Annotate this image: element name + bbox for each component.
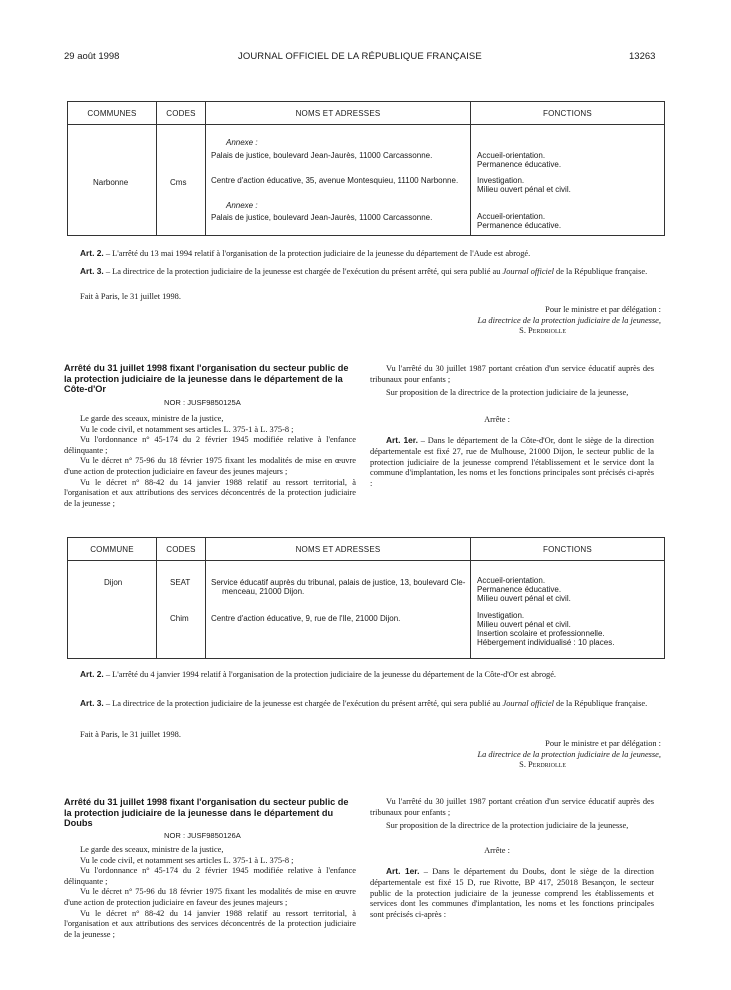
- aude-address-1: Palais de justice, boulevard Jean-Jaurès, 11000 Carcassonne.: [211, 151, 433, 160]
- aude-signature-block: Pour le ministre et par délégation : La directrice de la protection judiciaire de la jeunesse, S. Perdriolle: [477, 305, 661, 336]
- aude-address-3: Palais de justice, boulevard Jean-Jaurès, 11000 Carcassonne.: [211, 213, 433, 222]
- header-page-number: 13263: [629, 51, 656, 62]
- cote-dor-function: Insertion scolaire et professionnelle.: [477, 629, 605, 638]
- aude-commune: Narbonne: [93, 178, 129, 187]
- col-header-fonctions: FONCTIONS: [471, 538, 665, 561]
- aude-code: Cms: [170, 178, 187, 187]
- cote-dor-address: Service éducatif auprès du tribunal, palais de justice, 13, boulevard Cle-: [211, 578, 466, 587]
- aude-annexe-label: Annexe :: [226, 201, 258, 210]
- header-journal-title: JOURNAL OFFICIEL DE LA RÉPUBLIQUE FRANÇAISE: [238, 51, 482, 62]
- aude-annexe-label: Annexe :: [226, 138, 258, 147]
- cote-dor-address: menceau, 21000 Dijon.: [222, 587, 305, 596]
- visa-paragraph: Vu le code civil, et notamment ses articles L. 375-1 à L. 375-8 ;: [80, 855, 294, 865]
- cote-dor-commune: Dijon: [104, 578, 123, 587]
- col-header-noms: NOMS ET ADRESSES: [206, 538, 471, 561]
- cote-dor-decree-title: Arrêté du 31 juillet 1998 fixant l'organisation du secteur public de la protection judiciaire de la jeunesse dans le département de la Côte-d'Or: [64, 363, 349, 395]
- visa-paragraph: Vu le décret n° 88-42 du 14 janvier 1988 relatif au ressort territorial, à l'organisation et aux attributions des services déconcentrés de la protection judiciaire de la jeunesse ;: [64, 477, 356, 508]
- aude-function: Investigation.: [477, 176, 525, 185]
- cote-dor-function: Hébergement individualisé : 10 places.: [477, 638, 615, 647]
- cote-dor-article-3: Art. 3. – La directrice de la protection judiciaire de la jeunesse est chargée de l'exécution du présent arrêté, qui sera publié au Journal officiel de la République française.: [80, 698, 648, 708]
- visa-paragraph: Vu le code civil, et notamment ses articles L. 375-1 à L. 375-8 ;: [80, 424, 294, 434]
- visa-paragraph: Le garde des sceaux, ministre de la justice,: [80, 845, 224, 854]
- aude-function: Permanence éducative.: [477, 221, 562, 230]
- doubs-right-column: Vu l'arrêté du 30 juillet 1987 portant création d'un service éducatif auprès des tribunaux pour enfants ; Sur proposition de la directrice de la protection judiciaire de la jeunesse, Arrête : Art. 1er. – Dans le département du Doubs, dont le siège de la direction départementale est fixé 15 D, rue Rivotte, BP 417, 25018 Besançon, le secteur public de la protection judiciaire de la jeunesse comprend les établissements et services dont les communes d'implantation, les noms et les fonctions principales sont précisés ci-après :: [370, 797, 654, 919]
- cote-dor-nor: NOR : JUSF9850125A: [164, 398, 241, 407]
- aude-function: Permanence éducative.: [477, 160, 562, 169]
- doubs-decree-title: Arrêté du 31 juillet 1998 fixant l'organisation du secteur public de la protection judiciaire de la jeunesse dans le département du Doubs: [64, 797, 349, 829]
- cote-dor-fait-a-paris: Fait à Paris, le 31 juillet 1998.: [80, 730, 181, 739]
- cote-dor-article-2: Art. 2. – L'arrêté du 4 janvier 1994 relatif à l'organisation de la protection judiciaire de la jeunesse du département de la Côte-d'Or est abrogé.: [80, 669, 557, 679]
- cote-dor-address: Centre d'action éducative, 9, rue de l'Ile, 21000 Dijon.: [211, 614, 401, 623]
- aude-fait-a-paris: Fait à Paris, le 31 juillet 1998.: [80, 292, 181, 301]
- aude-address-2: Centre d'action éducative, 35, avenue Montesquieu, 11100 Narbonne.: [211, 176, 459, 185]
- cote-dor-code: SEAT: [170, 578, 191, 587]
- visa-paragraph: Le garde des sceaux, ministre de la justice,: [80, 414, 224, 423]
- doubs-nor: NOR : JUSF9850126A: [164, 831, 241, 840]
- cote-dor-function: Accueil-orientation.: [477, 576, 546, 585]
- cote-dor-function: Milieu ouvert pénal et civil.: [477, 620, 571, 629]
- visa-paragraph: Vu l'ordonnance n° 45-174 du 2 février 1945 modifiée relative à l'enfance délinquante ;: [64, 866, 356, 886]
- aude-function: Accueil-orientation.: [477, 151, 546, 160]
- cote-dor-code: Chim: [170, 614, 189, 623]
- cote-dor-signature-block: Pour le ministre et par délégation : La directrice de la protection judiciaire de la jeunesse, S. Perdriolle: [477, 739, 661, 770]
- col-header-communes: COMMUNES: [68, 102, 157, 125]
- aude-function: Milieu ouvert pénal et civil.: [477, 185, 571, 194]
- col-header-noms: NOMS ET ADRESSES: [206, 102, 471, 125]
- visa-paragraph: Vu le décret n° 75-96 du 18 février 1975 fixant les modalités de mise en œuvre d'une action de protection judiciaire en faveur des jeunes majeurs ;: [64, 456, 356, 476]
- aude-function: Accueil-orientation.: [477, 212, 546, 221]
- col-header-commune: COMMUNE: [68, 538, 157, 561]
- aude-article-2: Art. 2. – L'arrêté du 13 mai 1994 relatif à l'organisation de la protection judiciaire de la jeunesse du département de l'Aude est abrogé.: [80, 248, 531, 258]
- doubs-visas: [64, 845, 356, 940]
- cote-dor-function: Milieu ouvert pénal et civil.: [477, 594, 571, 603]
- col-header-codes: CODES: [157, 538, 206, 561]
- cote-dor-function: Permanence éducative.: [477, 585, 562, 594]
- col-header-fonctions: FONCTIONS: [471, 102, 665, 125]
- header-date: 29 août 1998: [64, 51, 120, 62]
- visa-paragraph: Vu l'ordonnance n° 45-174 du 2 février 1945 modifiée relative à l'enfance délinquante ;: [64, 435, 356, 455]
- visa-paragraph: Vu le décret n° 75-96 du 18 février 1975 fixant les modalités de mise en œuvre d'une action de protection judiciaire en faveur des jeunes majeurs ;: [64, 887, 356, 907]
- col-header-codes: CODES: [157, 102, 206, 125]
- aude-article-3: Art. 3. – La directrice de la protection judiciaire de la jeunesse est chargée de l'exécution du présent arrêté, qui sera publié au Journal officiel de la République française.: [80, 266, 648, 276]
- cote-dor-visas: [64, 414, 356, 509]
- visa-paragraph: Vu le décret n° 88-42 du 14 janvier 1988 relatif au ressort territorial, à l'organisation et aux attributions des services déconcentrés de la protection judiciaire de la jeunesse ;: [64, 908, 356, 939]
- cote-dor-function: Investigation.: [477, 611, 525, 620]
- cote-dor-right-column: Vu l'arrêté du 30 juillet 1987 portant création d'un service éducatif auprès des tribunaux pour enfants ; Sur proposition de la directrice de la protection judiciaire de la jeunesse, Arrête : Art. 1er. – Dans le département de la Côte-d'Or, dont le siège de la direction départementale est fixé 27, rue de Mulhouse, 21000 Dijon, le secteur public de la protection judiciaire de la jeunesse comprend l'établissement et le service dont la commune d'implantation, les noms et les fonctions principales sont précisés ci-après :: [370, 364, 654, 488]
